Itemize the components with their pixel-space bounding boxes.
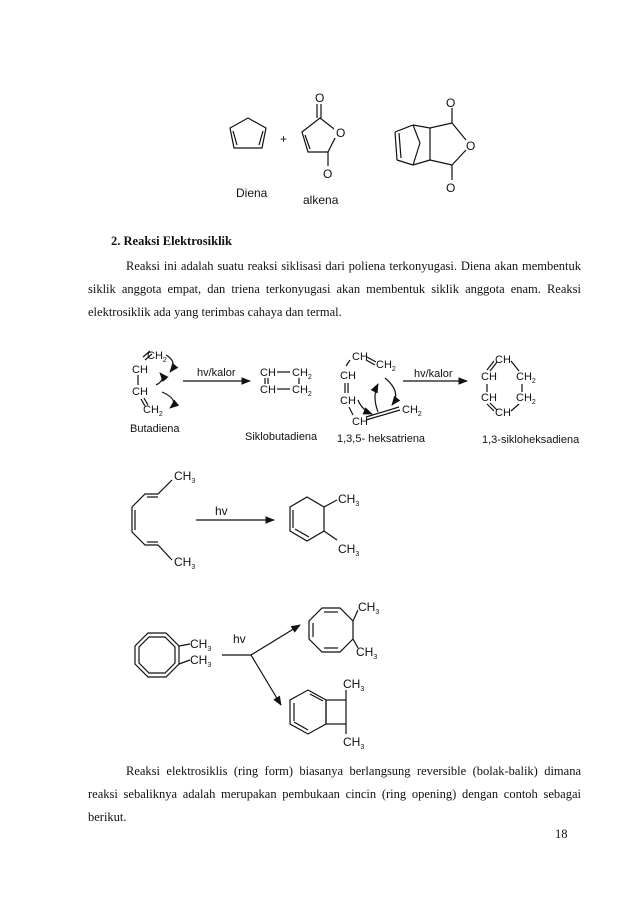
cyclooctatetraene-structure [135, 633, 190, 677]
oxygen-label: O [446, 181, 456, 195]
bicyclo-octadiene-structure [290, 690, 346, 734]
arrow-label-hv-kalor: hv/kalor [197, 367, 236, 379]
svg-text:CH2: $CH_2$ [143, 404, 163, 418]
svg-text:CH2: $CH_2$ [376, 359, 396, 373]
svg-text:CH: CH [481, 392, 497, 404]
svg-text:CH: CH [132, 386, 148, 398]
methyl-label: $CH_3$ [174, 469, 196, 485]
svg-text:CH: CH [260, 367, 276, 379]
reaction-arrow [251, 655, 281, 705]
svg-text:CH: CH [340, 395, 356, 407]
dimethyl-cyclooctatriene-structure [309, 608, 358, 652]
closing-paragraph: Reaksi elektrosiklis (ring form) biasanya berlangsung reversible (bolak-balik) dimana reaksi sebaliknya adalah merupakan pembukaan cincin (ring opening) dengan contoh sebagai berikut. [88, 764, 581, 824]
methyl-label: $CH_3$ [190, 653, 212, 669]
svg-text:CH: CH [340, 370, 356, 382]
label-siklobutadiena: Siklobutadiena [245, 431, 318, 443]
section-paragraph: Reaksi ini adalah suatu reaksi siklisasi dari poliena terkonyugasi. Diena akan membentuk siklik anggota empat, dan triena terkonyugasi akan membentuk siklik anggota enam. Reaksi elektrosiklik ada yang terimbas cahaya dan termal. [88, 259, 581, 319]
methyl-label: $CH_3$ [343, 735, 365, 751]
triene-structure [132, 480, 172, 560]
label-sikloheksadiena: 1,3-sikloheksadiena [482, 434, 580, 446]
page-number: 18 [555, 827, 568, 841]
svg-text:CH2: $CH_2$ [516, 392, 536, 406]
svg-text:CH2: $CH_2$ [292, 384, 312, 398]
methyl-label: $CH_3$ [358, 600, 380, 616]
section-heading: 2. Reaksi Elektrosiklik [111, 234, 232, 248]
svg-text:CH: CH [481, 371, 497, 383]
cyclopentadiene-structure [230, 118, 266, 148]
methyl-label: $CH_3$ [338, 542, 360, 558]
oxygen-label: O [466, 139, 476, 153]
arrow-label-hv: hv [215, 504, 228, 518]
arrow-label-hv-kalor: hv/kalor [414, 368, 453, 380]
adduct-structure [395, 108, 466, 180]
cyclobutene-structure [260, 367, 312, 398]
svg-text:CH: CH [132, 364, 148, 376]
svg-text:CH: CH [352, 416, 368, 428]
svg-text:CH2: $CH_2$ [402, 404, 422, 418]
oxygen-label: O [323, 167, 333, 181]
svg-text:CH2: $CH_2$ [147, 350, 167, 364]
methyl-label: $CH_3$ [174, 555, 196, 571]
plus-sign: + [280, 132, 288, 146]
reaction-arrow [251, 625, 300, 655]
svg-text:CH: CH [495, 407, 511, 419]
oxygen-label: O [315, 91, 325, 105]
cyclohexadiene-structure [481, 354, 536, 419]
label-alkena: alkena [303, 193, 339, 207]
butadiene-structure [132, 350, 174, 418]
label-butadiena: Butadiena [130, 423, 180, 435]
hexatriene-structure [340, 351, 422, 428]
label-diena: Diena [236, 186, 268, 200]
oxygen-label: O [446, 96, 456, 110]
svg-text:CH2: $CH_2$ [292, 367, 312, 381]
oxygen-label: O [336, 126, 346, 140]
dimethyl-cyclohexadiene-structure [290, 497, 337, 541]
label-heksatriena: 1,3,5- heksatriena [337, 433, 426, 445]
methyl-label: $CH_3$ [356, 645, 378, 661]
arrow-label-hv: hv [233, 632, 246, 646]
methyl-label: $CH_3$ [338, 492, 360, 508]
methyl-label: $CH_3$ [343, 677, 365, 693]
svg-text:CH: CH [495, 354, 511, 366]
methyl-label: $CH_3$ [190, 637, 212, 653]
svg-text:CH2: $CH_2$ [516, 371, 536, 385]
svg-text:CH: CH [352, 351, 368, 363]
svg-text:CH: CH [260, 384, 276, 396]
